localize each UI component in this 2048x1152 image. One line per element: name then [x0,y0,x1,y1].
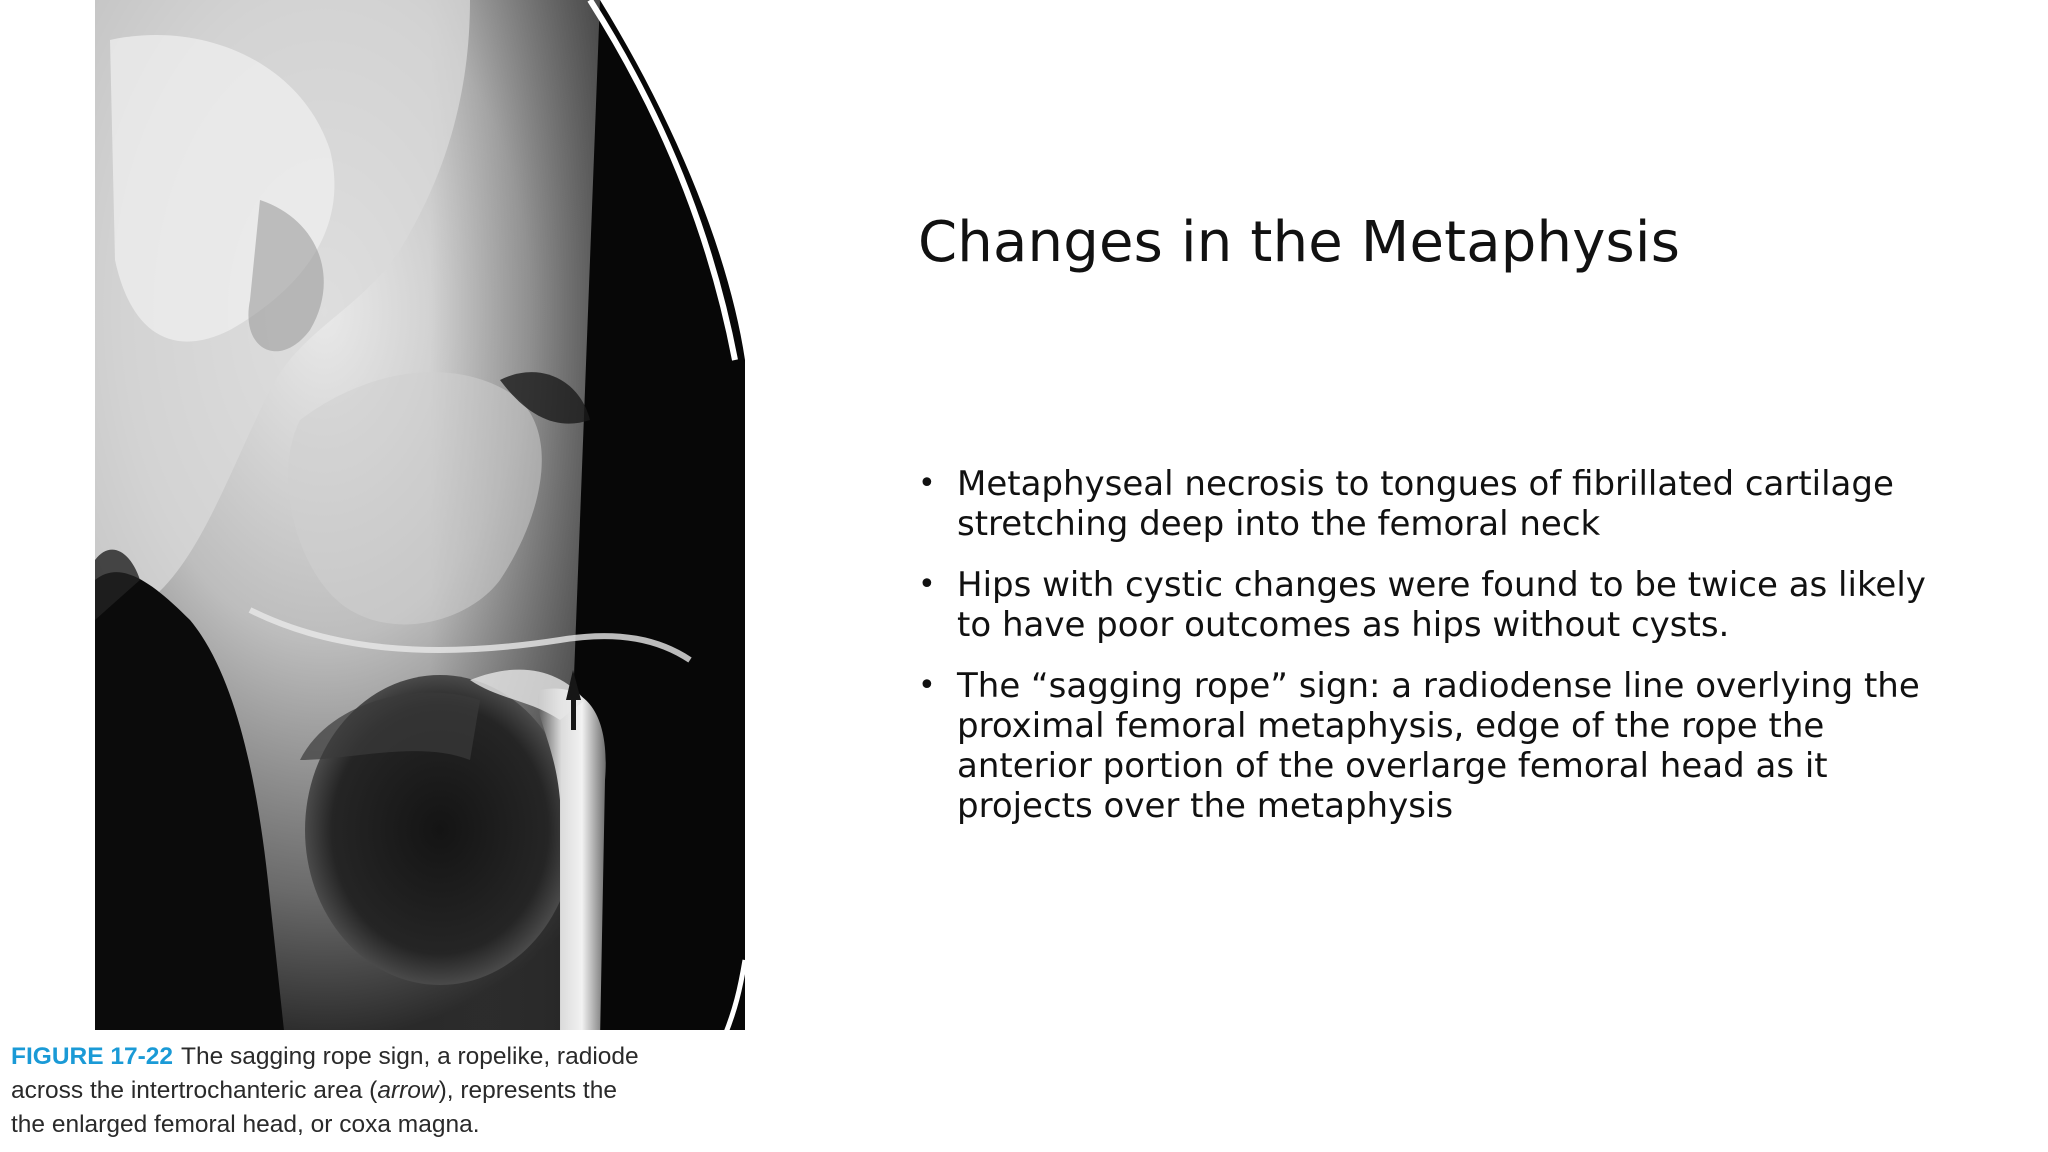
figure-caption [11,1040,731,1150]
bullet-item [918,565,1948,645]
slide-title: Changes in the Metaphysis [918,210,1681,275]
figure [0,0,760,1152]
bullet-item [918,666,1948,826]
caption-crop-edge [700,1040,760,1120]
bullet-list [918,464,1948,847]
bullet-marker: • [918,668,936,703]
hip-radiograph-image [0,0,760,1040]
bullet-text: Metaphyseal necrosis to tongues of fibrillated cartilage stretching deep into the femoral neck [957,464,1894,544]
bullet-marker: • [918,567,936,602]
caption-line-1: FIGURE 17-22 The sagging rope sign, a ropelike, radiode [11,1043,639,1070]
caption-line-2: across the intertrochanteric area (arrow), represents the [11,1077,617,1104]
caption-line-3: the enlarged femoral head, or coxa magna. [11,1111,480,1138]
figure-label: FIGURE 17-22 [11,1043,174,1070]
bullet-item [918,464,1948,544]
bullet-text: Hips with cystic changes were found to be twice as likely to have poor outcomes as hips without cysts. [957,565,1926,645]
bullet-text: The “sagging rope” sign: a radiodense line overlying the proximal femoral metaphysis, edge of the rope the anterior portion of the overlarge femoral head as it projects over the metaphysis [957,666,1920,826]
bullet-marker: • [918,466,936,501]
